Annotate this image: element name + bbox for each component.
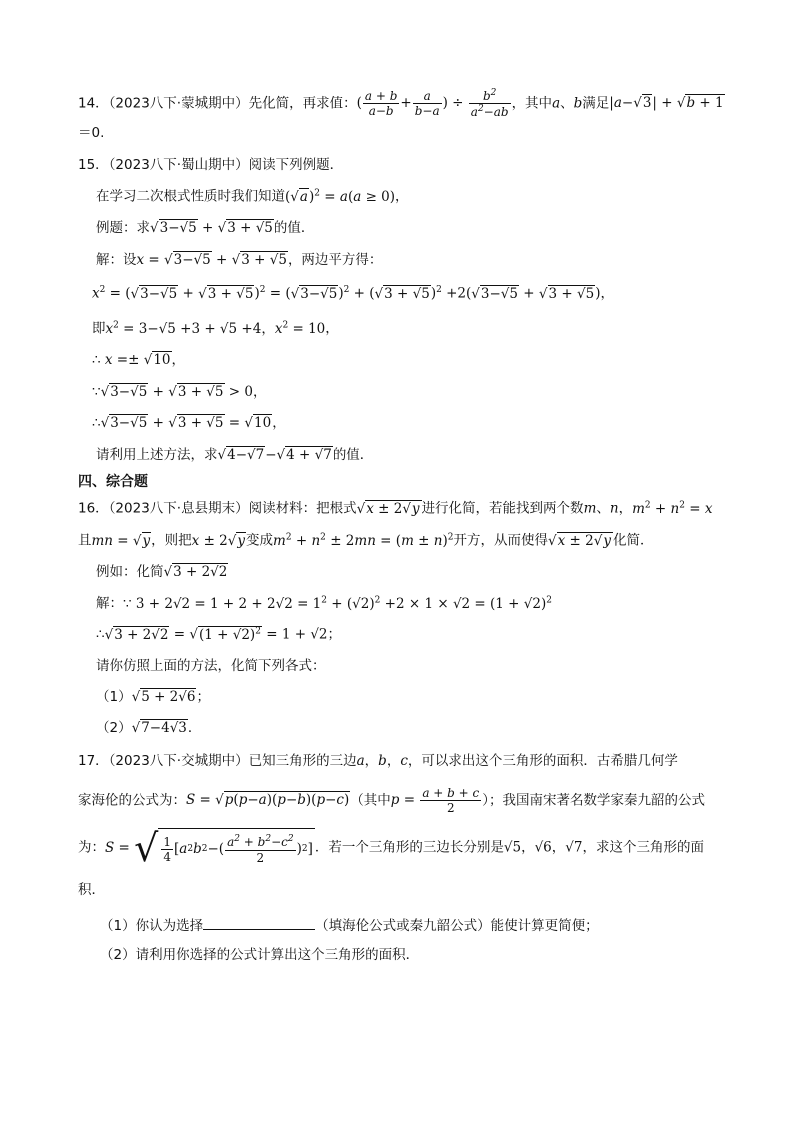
q14-line2 [78, 125, 104, 141]
q17-text2a: 家海伦的公式为： [78, 792, 186, 809]
q15-step2: ∵√3−√5 + √3 + √5 > 0， [92, 384, 267, 400]
q17-line2: 家海伦的公式为：S = √p(p−a)(p−b)(p−c)（其中p = $\frac{a + b + c}{2}$ ）；我国南宋著名数学家秦九韶的公式 [78, 786, 706, 816]
q15-example: 例题：求√3−√5 + √3 + √5的值． [96, 220, 315, 236]
q17-text4: 积． [78, 882, 105, 898]
q17-text2b: （其中 [350, 792, 391, 809]
q16-line2: 且mn = √y，则把x ± 2√y变成$m^2 + n^2 \pm 2mn = (m \pm n)^2$开方，从而使得√x ± 2√y 化简． [78, 532, 654, 549]
q16-number: 16． [78, 500, 109, 517]
q15-example-tail: 的值． [273, 220, 315, 236]
q16-eg: 例如：化简√3 + 2√2 [96, 564, 228, 580]
q16-text2d: 化简． [612, 532, 654, 549]
q17-line3: 为：S = √ $\frac{1}{4}$ [ a 2 b 2 −( $\frac{a^2 + b^2-c^2}{2}$ ) 2 ] ．若一个三角形的三边长分别是√5，√6，√7，求这个三角形的面 [78, 826, 704, 870]
q15-example-text: 例题：求 [96, 220, 150, 236]
q16-text2c: 开方，从而使得 [453, 532, 548, 549]
q15-line1 [78, 157, 343, 173]
q15-ji: 即$x^2 = 3-√5 +3 + √5 +4$，$x^2 = 10$， [92, 320, 339, 337]
answer-blank[interactable] [203, 916, 315, 930]
q17-p1b: （填海伦公式或秦九韶公式）能使计算更简便； [315, 918, 599, 934]
q15-intro-text: 在学习二次根式性质时我们知道 [96, 188, 285, 205]
q17-text3a: 为： [78, 839, 105, 856]
q16-part2: （2）√7−4√3． [96, 720, 202, 736]
q16-result: ∴√3 + $2√2 = √(1 + √2)^2 = 1 + √2$； [96, 626, 342, 643]
section-title: 四、综合题 [78, 474, 148, 490]
q14-source: （2023八下·蒙城期中） [108, 95, 249, 112]
q17-p1a: （1）你认为选择 [100, 918, 204, 934]
q17-number: 17． [78, 753, 109, 769]
q16-text2b: 变成 [246, 532, 274, 549]
q17-source: （2023八下·交城期中） [108, 753, 249, 769]
q14-cond2: 满足 [582, 95, 610, 112]
q16-and: 且 [78, 532, 92, 549]
q16-p2-label: （2） [96, 720, 132, 736]
q15-source: （2023八下·蜀山期中） [108, 157, 249, 173]
q16-eg-text: 例如：化简 [96, 564, 164, 580]
q14-line1: 14．（2023八下·蒙城期中）先化简，再求值：( $\frac{a + b}{a-b}$ + $\frac{a}{b-a}$ ) ÷ $\frac{b^2}{a^2-ab}$ ，其中a、b满足|a−√3| + √b + 1 [78, 88, 724, 120]
q15-sol-tail: ，两边平方得： [287, 252, 383, 268]
q15-ask: 请利用上述方法，求√4−√7−√4 + √7的值． [96, 447, 374, 463]
q17-line4 [78, 882, 105, 898]
q14-tail: ＝0. [78, 125, 105, 141]
q15-intro: 在学习二次根式性质时我们知道$(√a)^2 = a(a \ge 0)$， [96, 188, 409, 205]
q16-source: （2023八下·息县期末） [108, 500, 249, 517]
q17-text3c: ，求这个三角形的面 [582, 839, 704, 856]
q15-ask-text: 请利用上述方法，求 [96, 447, 218, 463]
q16-text1b: 进行化简，若能找到两个数 [421, 500, 584, 517]
q17-text1: 已知三角形的三边 [248, 753, 357, 769]
q16-ask-text: 请你仿照上面的方法，化简下列各式： [96, 658, 326, 674]
q17-part1 [100, 916, 599, 934]
q14-cond: ，其中 [511, 95, 553, 112]
q16-sol-text: 解： [96, 595, 123, 612]
q16-sol: 解：∵ $3 + 2√2 = 1 + 2 + 2√2 = 1^2 + (√2)^2 +2 \times 1 \times √2 = (1 + √2)^2$ [96, 595, 552, 612]
q17-text1b: ，可以求出这个三角形的面积．古希腊几何学 [407, 753, 678, 769]
q17-line1: 17．（2023八下·交城期中）已知三角形的三边a，b，c，可以求出这个三角形的面积．古希腊几何学 [78, 753, 678, 769]
q15-ji-text: 即 [92, 320, 106, 337]
q16-text1: 阅读材料：把根式 [248, 500, 357, 517]
q16-part1: （1）√5 + 2√6； [96, 689, 210, 705]
q15-text: 阅读下列例题． [248, 157, 344, 173]
q16-line1: 16．（2023八下·息县期末）阅读材料：把根式√x ± 2√y 进行化简，若能找到两个数m、n，$m^2 + n^2 = x$ [78, 500, 713, 517]
q17-text3b: ．若一个三角形的三边长分别是 [314, 839, 504, 856]
q15-step1: ∴ x =± √10， [92, 352, 186, 368]
q15-number: 15． [78, 157, 109, 173]
q15-step3: ∴√3−√5 + √3 + √5 = √10， [92, 415, 286, 431]
q14-number: 14． [78, 95, 109, 112]
q16-p1-label: （1） [96, 689, 132, 705]
q17-part2 [100, 947, 419, 963]
q17-text2c: ）；我国南宋著名数学家秦九韶的公式 [482, 792, 706, 809]
q15-ask-tail: 的值． [332, 447, 374, 463]
q14-text: 先化简，再求值： [248, 95, 357, 112]
q16-ask [96, 658, 326, 674]
q15-sol-text: 解：设 [96, 252, 137, 268]
q15-sol: 解：设x = √3−√5 + √3 + √5，两边平方得： [96, 252, 383, 268]
q16-text2a: ，则把 [151, 532, 192, 549]
q17-p2: （2）请利用你选择的公式计算出这个三角形的面积． [100, 947, 420, 963]
q14-expr: ( $\frac{a + b}{a-b}$ + $\frac{a}{b-a}$ ) ÷ $\frac{b^2}{a^2-ab}$ [356, 88, 509, 120]
q15-square: $x^2 = (√3-√5 + √3 + √5)^2 = (√3-√5)^2 + (√3 + √5)^2 +2(√3-√5 + √3 + √5)$， [92, 285, 614, 302]
